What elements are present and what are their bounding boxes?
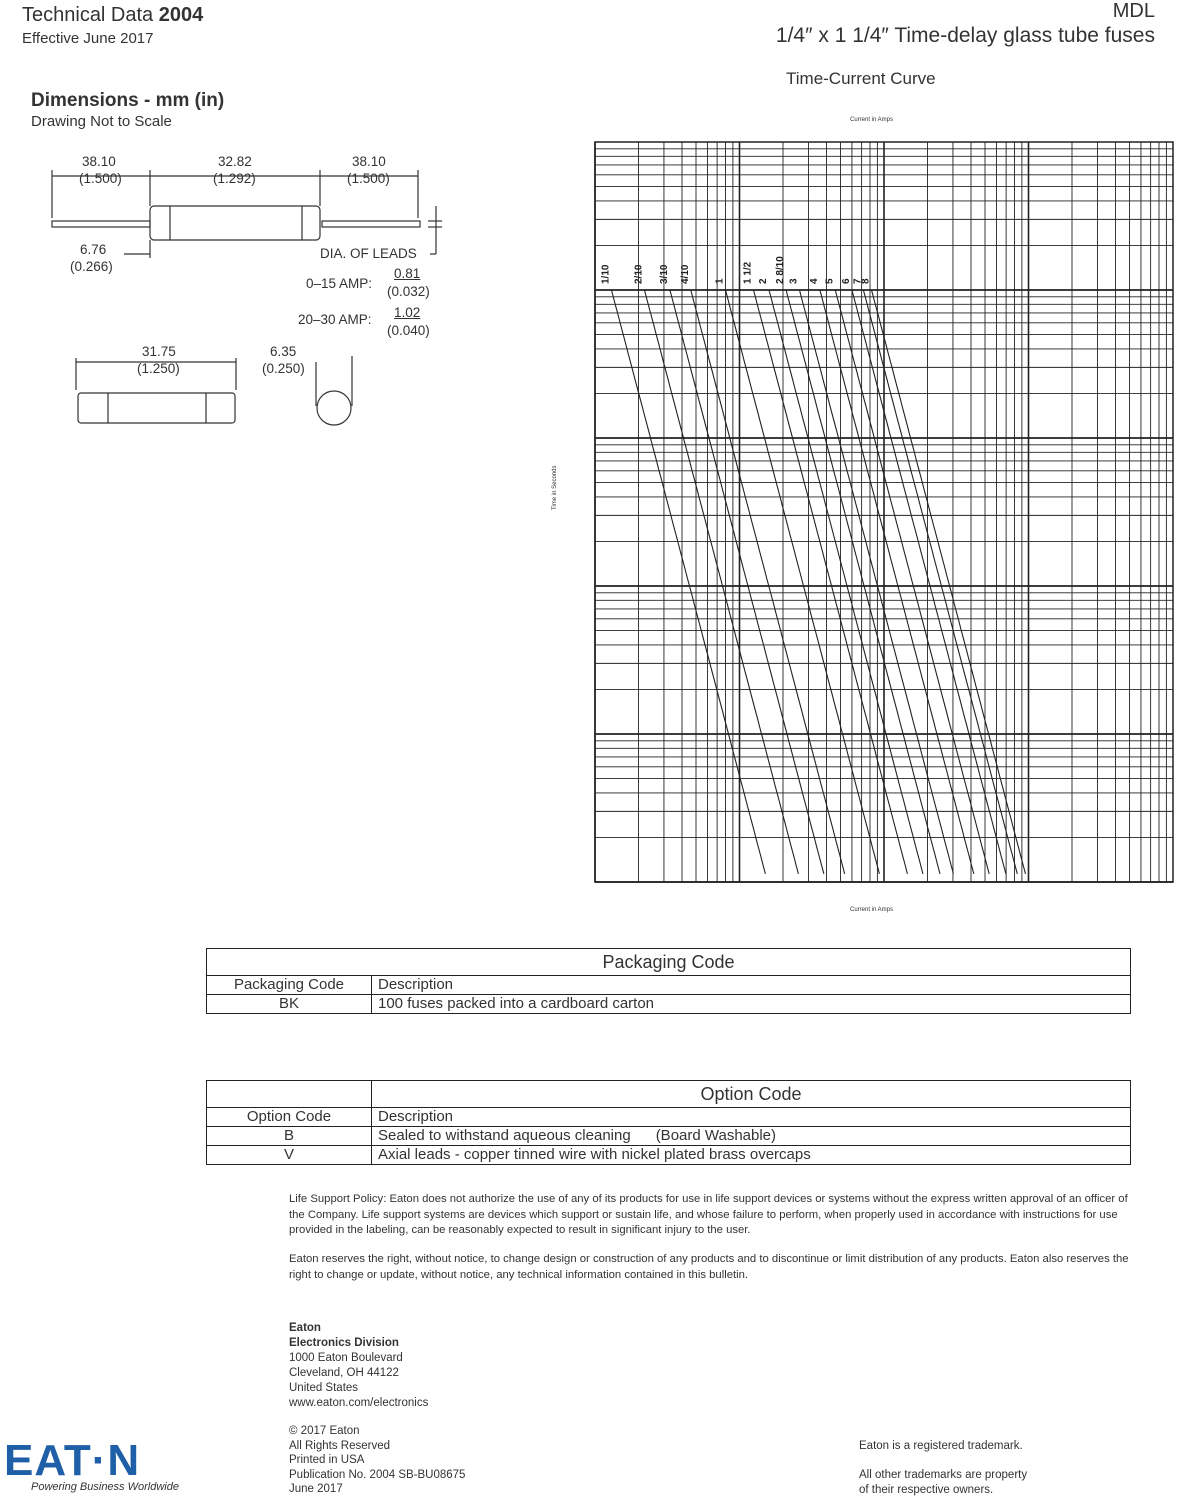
- fuse-curve: [670, 290, 824, 874]
- cap-in: (0.266): [70, 259, 113, 274]
- y-axis-label: Time in Seconds: [552, 465, 558, 510]
- division-name: Electronics Division: [289, 1337, 399, 1349]
- doc-type-text: Technical Data: [22, 4, 154, 26]
- rating-label: 1/10: [600, 264, 612, 284]
- trademark-line: All other trademarks are property: [859, 1469, 1028, 1481]
- rating-label: 8: [860, 278, 872, 284]
- amp2-label: 20–30 AMP:: [298, 312, 372, 327]
- fuse-curve: [612, 290, 766, 874]
- rating-label: 2: [757, 278, 769, 284]
- eaton-logo: EAT·N: [4, 1436, 141, 1485]
- table-row: [207, 1146, 1131, 1165]
- amp1-mm: 0.81: [394, 266, 421, 281]
- option-code: V: [207, 1146, 372, 1165]
- amp2-mm: 1.02: [394, 305, 421, 320]
- trademark-others: [859, 1468, 1027, 1497]
- brand-tagline: Powering Business Worldwide: [31, 1481, 179, 1493]
- lead-right-in: (1.500): [347, 171, 390, 186]
- publication-number: Publication No. 2004 SB-BU08675: [289, 1468, 466, 1481]
- fuse-curve: [852, 290, 1006, 874]
- lead-left-mm: 38.10: [82, 154, 116, 169]
- packaging-code: BK: [207, 995, 372, 1014]
- packaging-col-code: Packaging Code: [207, 976, 372, 995]
- cap-mm: 6.76: [80, 242, 107, 257]
- amp2-in: (0.040): [387, 323, 430, 338]
- copyright-block: [289, 1424, 465, 1497]
- lead-right-mm: 38.10: [352, 154, 386, 169]
- rating-label: 3/10: [658, 264, 670, 284]
- packaging-table: [206, 948, 1131, 1014]
- rating-label: 2/10: [633, 264, 645, 284]
- rating-label: 4/10: [679, 264, 691, 284]
- lead-left-in: (1.500): [79, 171, 122, 186]
- rating-label: 4: [808, 278, 820, 284]
- option-col-code: Option Code: [207, 1108, 372, 1127]
- fuse-curve: [645, 290, 799, 874]
- dia-leads-label: DIA. OF LEADS: [320, 246, 417, 261]
- trademark-notice: Eaton is a registered trademark.: [859, 1440, 1023, 1452]
- dimensions-subtitle: Drawing Not to Scale: [31, 113, 172, 130]
- rating-label: 2 8/10: [775, 256, 787, 284]
- product-code: MDL: [1112, 0, 1155, 22]
- body-mm: 32.82: [218, 154, 252, 169]
- amp1-in: (0.032): [387, 284, 430, 299]
- tube-in: (1.250): [137, 361, 180, 376]
- dia-mm: 6.35: [270, 344, 297, 359]
- fuse-curve: [726, 290, 880, 874]
- fuse-curve: [872, 290, 1026, 874]
- company-name: Eaton: [289, 1322, 321, 1334]
- rating-label: 1 1/2: [742, 261, 754, 284]
- option-col-desc: Description: [372, 1108, 1131, 1127]
- time-current-chart: [575, 120, 1175, 910]
- fuse-curve: [863, 290, 1017, 874]
- effective-date: Effective June 2017: [22, 30, 154, 47]
- rating-label: 5: [824, 278, 836, 284]
- rating-label: 6: [840, 278, 852, 284]
- dimensions-title: Dimensions - mm (in): [31, 90, 225, 111]
- reservation-notice: Eaton reserves the right, without notice, to change design or construction of any products and to discontinue or limit distribution of any products. Eaton also reserves the right to change or update, without notice, any technical information contained in this bulletin.: [289, 1253, 1129, 1281]
- trademark-line: of their respective owners.: [859, 1483, 994, 1496]
- packaging-title: Packaging Code: [207, 949, 1131, 976]
- option-desc: Axial leads - copper tinned wire with nickel plated brass overcaps: [372, 1146, 1131, 1165]
- x-axis-label-top: Current in Amps: [850, 117, 894, 123]
- company-address: [289, 1321, 428, 1411]
- copyright-line: © 2017 Eaton: [289, 1425, 360, 1437]
- tube-mm: 31.75: [142, 344, 176, 359]
- fuse-curve: [691, 290, 845, 874]
- table-row: [207, 1127, 1131, 1146]
- copyright-line: Printed in USA: [289, 1454, 365, 1466]
- doc-type: [22, 4, 203, 27]
- country: United States: [289, 1382, 359, 1394]
- fuse-curve: [835, 290, 989, 874]
- fuse-curve: [786, 290, 940, 874]
- option-code: B: [207, 1127, 372, 1146]
- x-axis-label: Current in Amps: [850, 907, 894, 913]
- option-title-blank: [207, 1081, 372, 1108]
- publication-date: June 2017: [289, 1483, 343, 1495]
- product-description: 1/4″ x 1 1/4″ Time-delay glass tube fuses: [775, 24, 1155, 47]
- table-row: [207, 995, 1131, 1014]
- copyright-line: All Rights Reserved: [289, 1439, 390, 1452]
- life-support-policy: Life Support Policy: Eaton does not authorize the use of any of its products for use in life support devices or systems without the express written approval of an officer of the Company. Life support systems are devices which support or sustain life, and whose failure to perform, when properly used in accordance with instructions for use provided in the labeling, can be reasonably expected to result in significant injury to the user.: [289, 1193, 1128, 1236]
- option-table: [206, 1080, 1131, 1165]
- dia-in: (0.250): [262, 361, 305, 376]
- website: www.eaton.com/electronics: [289, 1397, 429, 1409]
- street: 1000 Eaton Boulevard: [289, 1352, 403, 1364]
- city: Cleveland, OH 44122: [289, 1367, 399, 1379]
- packaging-col-desc: Description: [372, 976, 1131, 995]
- option-title: Option Code: [372, 1081, 1131, 1108]
- amp1-label: 0–15 AMP:: [306, 276, 373, 291]
- rating-label: 7: [852, 278, 864, 284]
- rating-label: 3: [788, 278, 800, 284]
- option-desc: Sealed to withstand aqueous cleaning (Board Washable): [372, 1127, 1131, 1146]
- body-in: (1.292): [213, 171, 256, 186]
- doc-number: 2004: [158, 4, 204, 26]
- fuse-curve: [800, 290, 954, 874]
- rating-label: 1: [714, 278, 726, 284]
- fuse-curve: [769, 290, 923, 874]
- chart-title: Time-Current Curve: [786, 69, 936, 88]
- fuse-curve: [820, 290, 974, 874]
- packaging-desc: 100 fuses packed into a cardboard carton: [372, 995, 1131, 1014]
